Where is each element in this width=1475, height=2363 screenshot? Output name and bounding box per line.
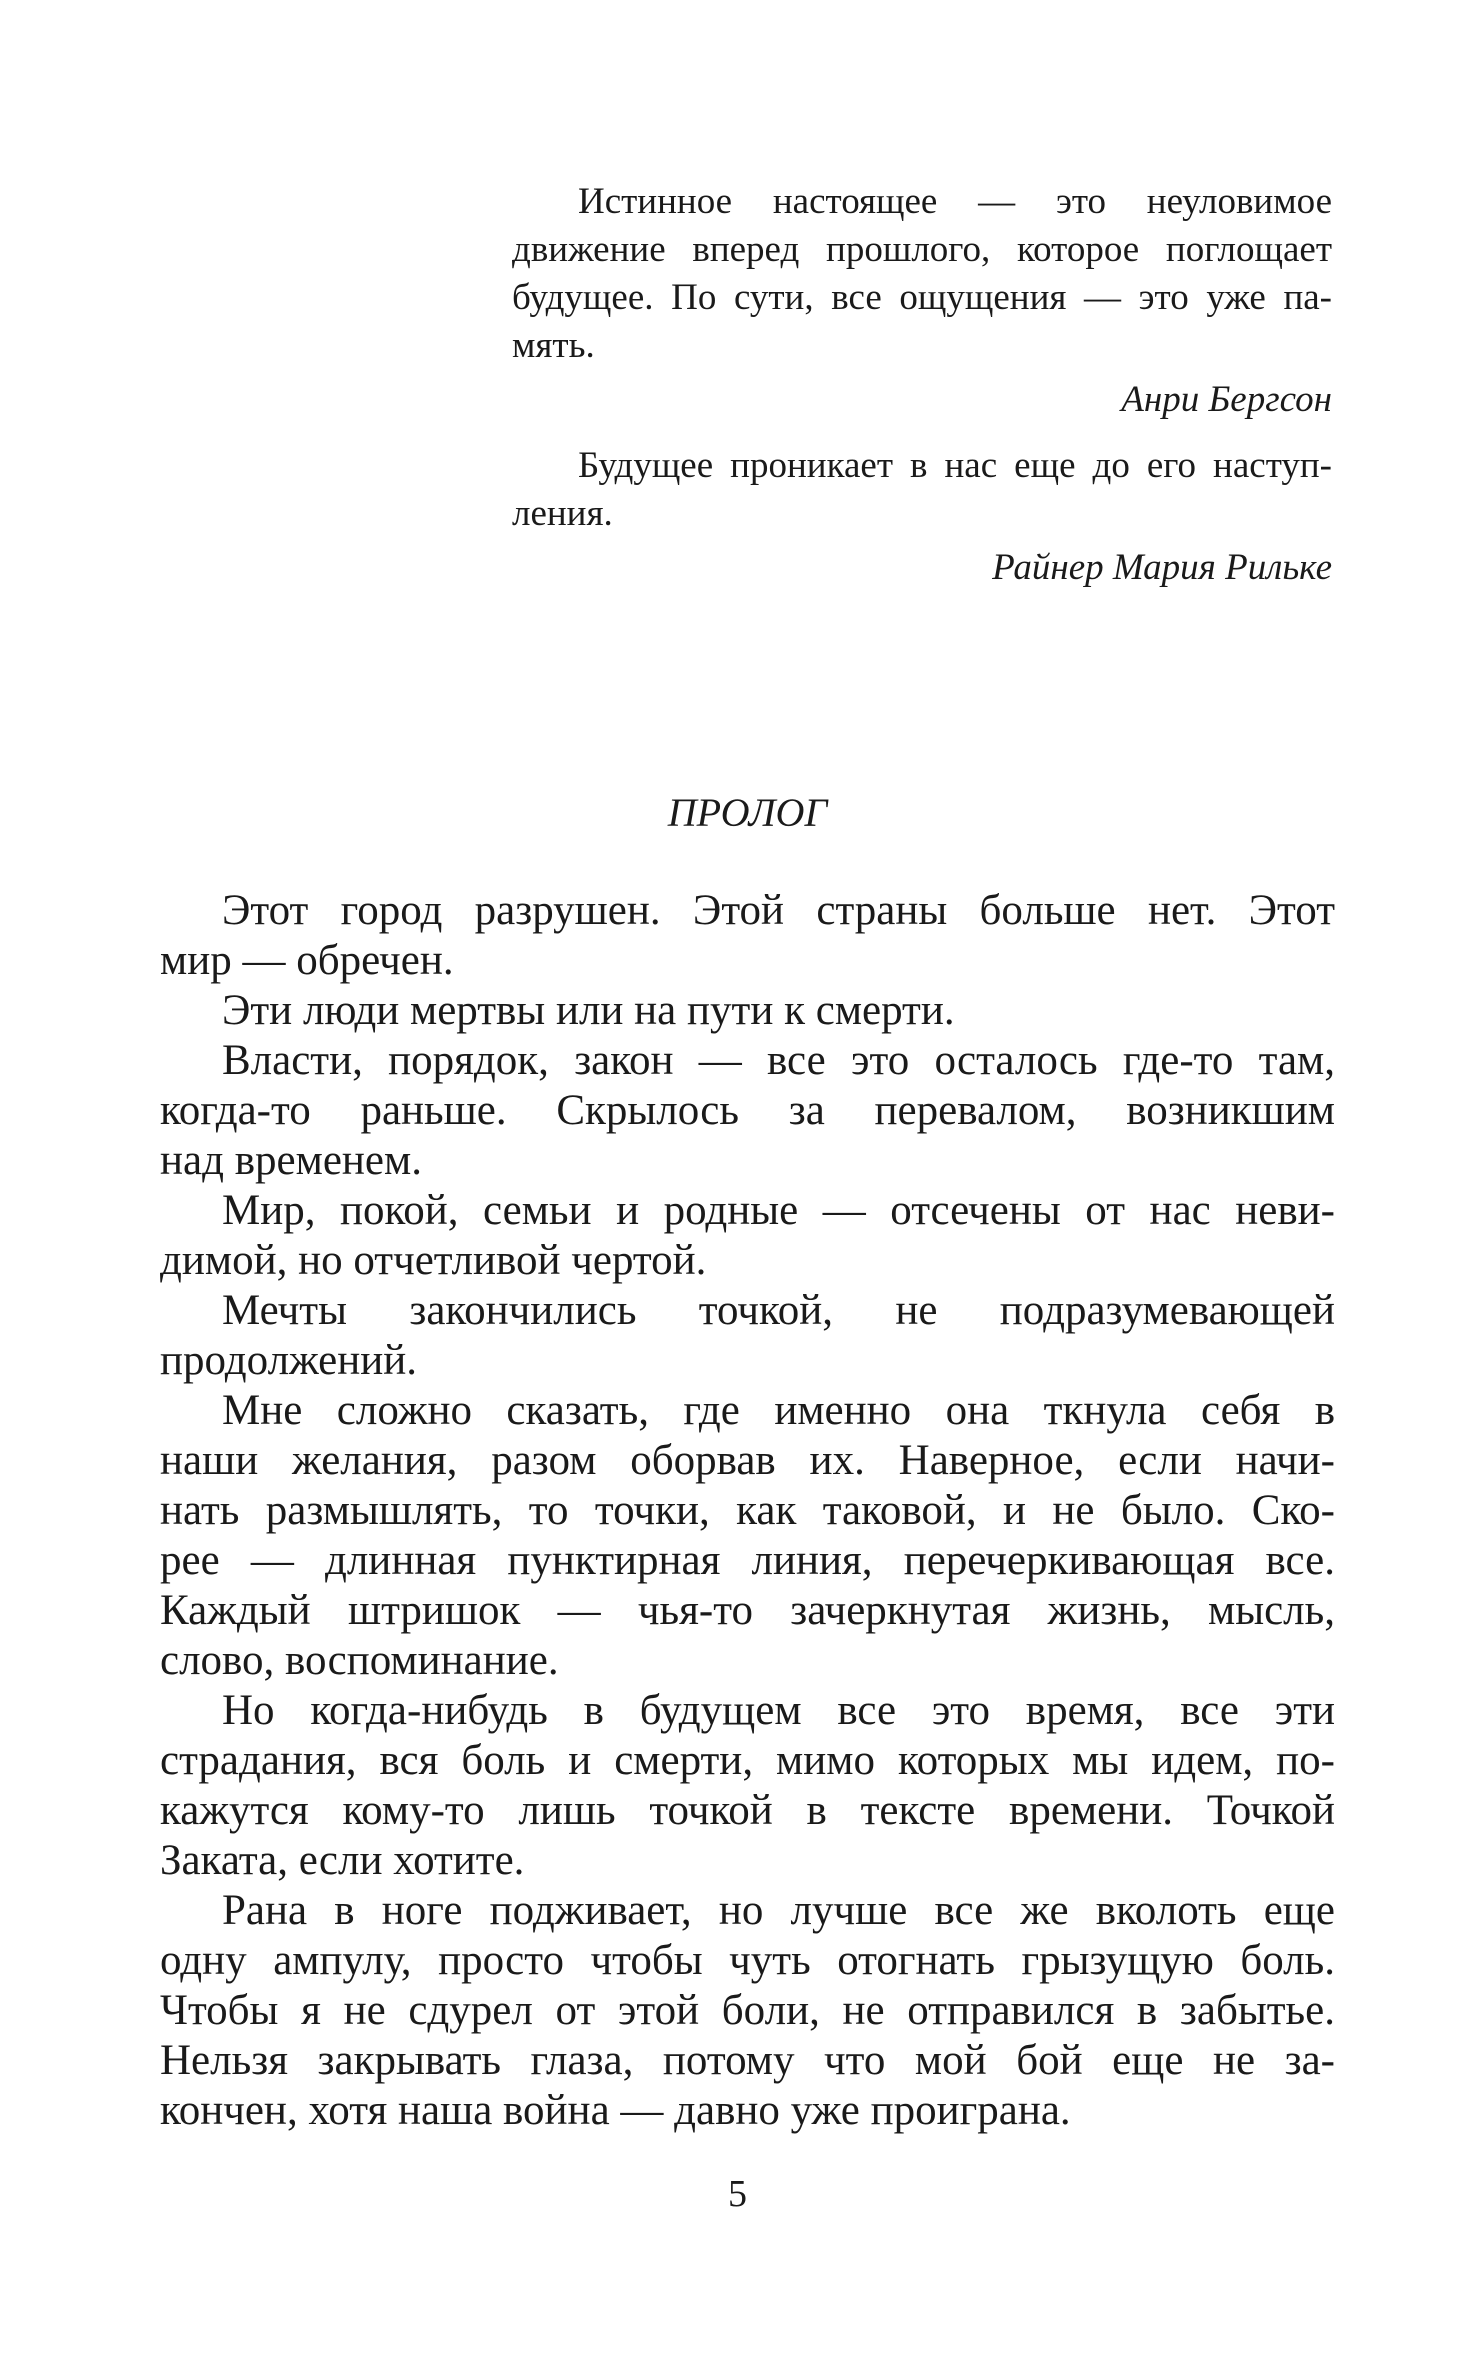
epigraph xyxy=(512,178,1332,424)
paragraph xyxy=(160,1186,1335,1286)
epigraphs xyxy=(512,178,1332,592)
text-line: Каждый штришок — чья-то зачеркнутая жизнь, мысль, xyxy=(160,1587,1335,1634)
epigraph-line: будущее. По сути, все ощущения — это уже па- xyxy=(512,277,1332,318)
epigraph-line: движение вперед прошлого, которое поглощает xyxy=(512,229,1332,270)
epigraph-line: мять. xyxy=(512,325,595,366)
paragraph xyxy=(160,886,1335,986)
text-line: Рана в ноге подживает, но лучше все же вколоть еще xyxy=(222,1887,1335,1934)
epigraph-author: Анри Бергсон xyxy=(1121,379,1332,420)
text-line: продолжений. xyxy=(160,1337,418,1384)
text-line: кажутся кому-то лишь точкой в тексте времени. Точкой xyxy=(160,1787,1335,1834)
text-line: Мир, покой, семьи и родные — отсечены от нас неви- xyxy=(222,1187,1335,1234)
paragraph xyxy=(160,1386,1335,1686)
text-line: одну ампулу, просто чтобы чуть отогнать грызущую боль. xyxy=(160,1937,1335,1984)
text-line: Власти, порядок, закон — все это осталось где-то там, xyxy=(222,1037,1335,1084)
text-line: когда-то раньше. Скрылось за перевалом, возникшим xyxy=(160,1087,1335,1134)
text-line: Мечты закончились точкой, не подразумевающей xyxy=(222,1287,1335,1334)
text-line: Мне сложно сказать, где именно она ткнула себя в xyxy=(222,1387,1335,1434)
epigraph-line: ления. xyxy=(512,493,613,534)
prologue-text xyxy=(160,886,1335,2136)
text-line: мир — обречен. xyxy=(160,937,454,984)
text-line: Эти люди мертвы или на пути к смерти. xyxy=(222,987,955,1034)
paragraph xyxy=(160,986,1335,1036)
text-line: страдания, вся боль и смерти, мимо которых мы идем, по- xyxy=(160,1737,1335,1784)
text-line: нать размышлять, то точки, как таковой, и не было. Ско- xyxy=(160,1487,1335,1534)
text-line: Чтобы я не сдурел от этой боли, не отправился в забытье. xyxy=(160,1987,1335,2034)
text-line: кончен, хотя наша война — давно уже проиграна. xyxy=(160,2087,1071,2134)
text-line: Заката, если хотите. xyxy=(160,1837,525,1884)
epigraph-author: Райнер Мария Рильке xyxy=(992,547,1332,588)
chapter-title: ПРОЛОГ xyxy=(667,790,828,835)
paragraph xyxy=(160,1886,1335,2136)
epigraph xyxy=(512,442,1332,592)
text-line: рее — длинная пунктирная линия, перечеркивающая все. xyxy=(160,1537,1335,1584)
epigraph-line: Будущее проникает в нас еще до его наступ- xyxy=(578,445,1332,486)
paragraph xyxy=(160,1686,1335,1886)
text-line: наши желания, разом оборвав их. Наверное, если начи- xyxy=(160,1437,1335,1484)
paragraph xyxy=(160,1036,1335,1186)
page-number: 5 xyxy=(728,2173,747,2215)
text-line: Этот город разрушен. Этой страны больше нет. Этот xyxy=(222,887,1335,934)
text-line: Но когда-нибудь в будущем все это время, все эти xyxy=(222,1687,1335,1734)
paragraph xyxy=(160,1286,1335,1386)
text-line: димой, но отчетливой чертой. xyxy=(160,1237,707,1284)
text-line: Нельзя закрывать глаза, потому что мой бой еще не за- xyxy=(160,2037,1335,2084)
text-line: слово, воспоминание. xyxy=(160,1637,559,1684)
text-line: над временем. xyxy=(160,1137,422,1184)
epigraph-line: Истинное настоящее — это неуловимое xyxy=(578,181,1332,222)
